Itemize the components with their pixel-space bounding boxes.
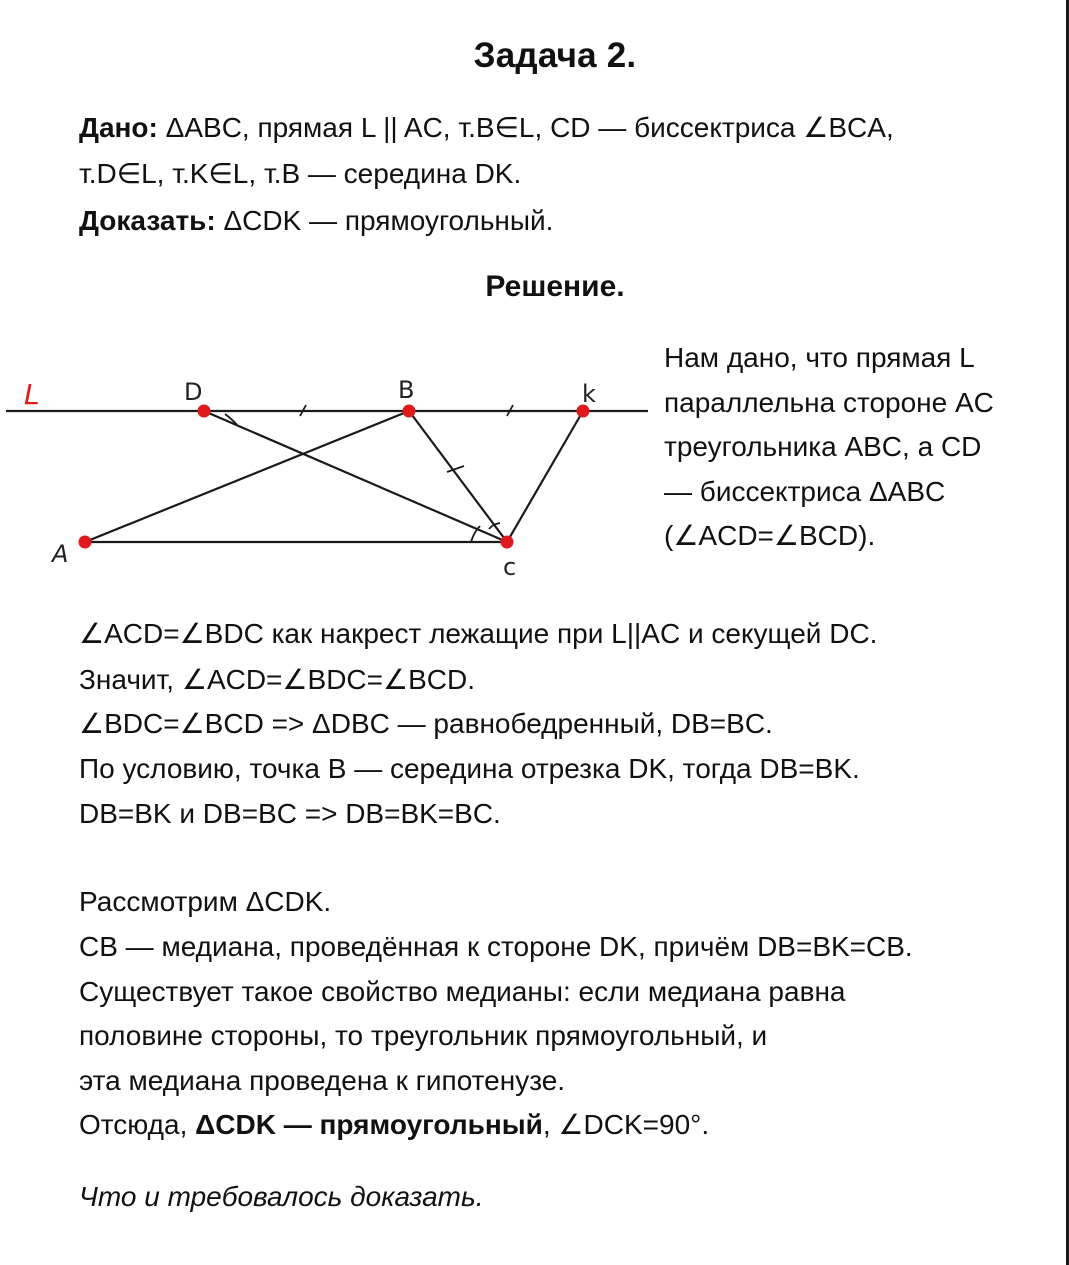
side-text-line: (∠ACD=∠BCD). (664, 520, 876, 551)
conclusion-bold: ΔCDK — прямоугольный (195, 1109, 543, 1140)
body1-line: DB=BK и DB=BC => DB=BK=BC. (79, 798, 501, 829)
body1-line: ∠ACD=∠BDC как накрест лежащие при L||AC и секущей DC. (79, 618, 878, 649)
label-l: L (24, 378, 40, 411)
body2-line: половине стороны, то треугольник прямоугольный, и (79, 1020, 768, 1051)
prove-line (79, 204, 553, 238)
qed-text: Что и требовалось доказать. (79, 1181, 484, 1212)
given-text-1: ΔABC, прямая L || AC, т.B∈L, CD — биссектриса ∠BCA, (157, 112, 894, 143)
given-line-1 (79, 111, 894, 145)
geometry-figure (0, 370, 650, 585)
prove-text: ΔCDK — прямоугольный. (215, 205, 554, 236)
point-d (198, 405, 211, 418)
body1-line: По условию, точка B — середина отрезка DK, тогда DB=BK. (79, 753, 860, 784)
side-explanation (664, 336, 1064, 559)
solution-title: Решение. (485, 270, 625, 303)
body2-line: Рассмотрим ΔCDK. (79, 886, 332, 917)
conclusion-prefix: Отсюда, (79, 1109, 196, 1140)
body2-line: эта медиана проведена к гипотенузе. (79, 1065, 566, 1096)
side-text-line: треугольника ABC, а CD (664, 431, 982, 462)
prove-label: Доказать: (79, 205, 216, 236)
segment-kc (507, 411, 583, 542)
side-text-line: параллельна стороне AC (664, 386, 994, 418)
segment-bc (409, 411, 507, 542)
label-k: k (582, 380, 596, 408)
side-text-line: Нам дано, что прямая L (664, 342, 975, 373)
point-a (79, 536, 92, 549)
conclusion-line (79, 1108, 709, 1142)
point-b (403, 405, 416, 418)
body1-line: ∠BDC=∠BCD => ΔDBC — равнобедренный, DB=BC. (79, 708, 773, 739)
given-label: Дано: (79, 112, 158, 143)
side-text-line: — биссектриса ΔABC (664, 475, 946, 507)
label-b: B (398, 376, 415, 404)
label-d: D (184, 378, 203, 406)
body2-line: CB — медиана, проведённая к стороне DK, причём DB=BK=CB. (79, 931, 913, 962)
body2-line: Существует такое свойство медианы: если медиана равна (79, 976, 846, 1007)
body1-line: Значит, ∠ACD=∠BDC=∠BCD. (79, 664, 475, 695)
page-title: Задача 2. (473, 36, 637, 75)
point-c (501, 536, 514, 549)
conclusion-suffix: , ∠DCK=90°. (542, 1109, 710, 1140)
label-a: A (52, 540, 69, 568)
given-line-2: т.D∈L, т.K∈L, т.B — середина DK. (79, 158, 522, 189)
label-c: c (503, 553, 517, 581)
